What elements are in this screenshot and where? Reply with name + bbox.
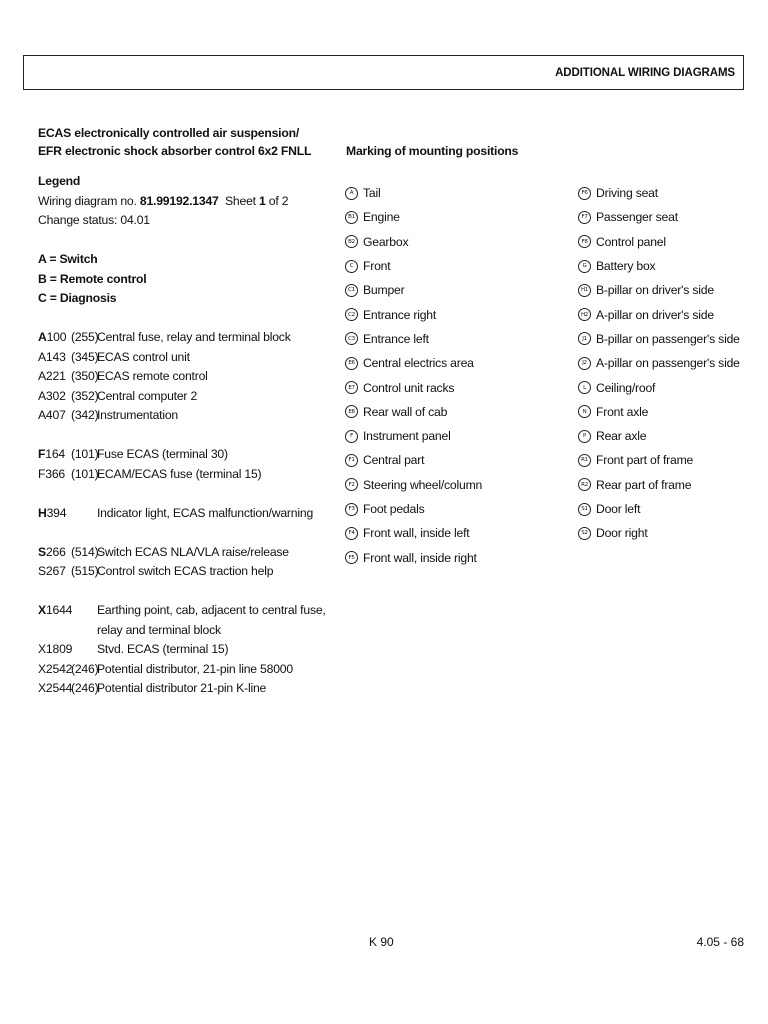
position-code-circle-icon: J2 <box>578 357 591 370</box>
component-letter: A <box>38 330 47 344</box>
position-item <box>578 448 740 472</box>
position-label: Rear wall of cab <box>363 404 448 419</box>
component-description: Instrumentation <box>97 408 179 422</box>
component-description: relay and terminal block <box>97 622 221 637</box>
component-number: 164 <box>45 447 65 461</box>
component-code <box>38 640 71 660</box>
position-code-circle-icon: F8 <box>578 235 591 248</box>
position-label: Front wall, inside left <box>363 526 470 541</box>
positions-column-2 <box>578 181 740 545</box>
position-code-circle-icon: F7 <box>578 211 591 224</box>
position-label: Battery box <box>596 259 656 274</box>
position-label: Instrument panel <box>363 429 451 444</box>
position-label: Rear axle <box>596 429 647 444</box>
component-row <box>38 367 328 387</box>
position-item <box>578 327 740 351</box>
component-code <box>38 621 71 641</box>
wiring-prefix: Wiring diagram no. <box>38 193 140 208</box>
component-letter: X <box>38 603 46 617</box>
positions-column-1 <box>345 181 482 570</box>
position-label: Steering wheel/column <box>363 477 483 492</box>
component-description: Potential distributor, 21-pin line 58000 <box>97 661 293 676</box>
component-ref: (342) <box>71 408 99 422</box>
component-group-a <box>38 328 328 426</box>
position-item <box>345 327 482 351</box>
component-description: Earthing point, cab, adjacent to central fuse, <box>97 603 326 617</box>
component-row <box>38 562 328 582</box>
component-description: ECAS control unit <box>97 349 190 364</box>
position-code-circle-icon: F4 <box>345 527 358 540</box>
component-description: Potential distributor 21-pin K-line <box>97 681 267 695</box>
component-ref: (246) <box>71 661 99 676</box>
component-row <box>38 445 328 465</box>
component-row <box>38 504 328 524</box>
position-label: Engine <box>363 210 400 225</box>
position-item <box>578 473 740 497</box>
component-ref <box>71 601 97 621</box>
position-item <box>345 545 482 569</box>
component-row <box>38 387 328 407</box>
position-item <box>345 521 482 545</box>
position-item <box>578 424 740 448</box>
component-ref <box>71 640 97 660</box>
component-row <box>38 660 328 680</box>
component-number: A143 <box>38 349 66 364</box>
position-code-circle-icon: C2 <box>345 308 358 321</box>
component-description: Indicator light, ECAS malfunction/warning <box>97 505 314 520</box>
component-ref: (515) <box>71 564 99 578</box>
position-label: Control panel <box>596 234 666 249</box>
position-label: B-pillar on passenger's side <box>596 331 740 346</box>
positions-heading: Marking of mounting positions <box>346 144 519 158</box>
position-item <box>578 400 740 424</box>
position-code-circle-icon: S2 <box>578 527 591 540</box>
position-code-circle-icon: P <box>578 430 591 443</box>
position-label: Front axle <box>596 404 649 419</box>
component-description: Central computer 2 <box>97 388 198 403</box>
component-code <box>38 601 71 621</box>
position-label: Entrance left <box>363 331 429 346</box>
component-ref <box>71 504 97 524</box>
component-row <box>38 640 328 660</box>
component-number: 100 <box>46 330 67 344</box>
component-description: Central fuse, relay and terminal block <box>97 330 291 344</box>
component-number: 266 <box>45 544 66 559</box>
position-item <box>345 400 482 424</box>
position-label: Gearbox <box>363 234 409 249</box>
document-title-line1: ECAS electronically controlled air suspension/ <box>38 126 300 140</box>
position-label: Foot pedals <box>363 502 425 516</box>
position-label: Driving seat <box>596 186 658 201</box>
component-group-h <box>38 504 328 524</box>
component-row <box>38 543 328 563</box>
position-label: Door right <box>596 526 648 541</box>
position-item <box>578 205 740 229</box>
position-code-circle-icon: R2 <box>578 478 591 491</box>
component-ref <box>71 621 97 641</box>
component-ref: (350) <box>71 369 99 383</box>
component-ref: (514) <box>71 544 99 559</box>
position-code-circle-icon: N <box>578 405 591 418</box>
component-ref: (352) <box>71 388 99 403</box>
position-item <box>345 375 482 399</box>
component-number: A407 <box>38 408 66 422</box>
component-code <box>38 328 71 348</box>
abc-diagnosis: C = Diagnosis <box>38 291 117 305</box>
component-code <box>38 387 71 407</box>
component-description: Switch ECAS NLA/VLA raise/release <box>97 544 289 559</box>
position-code-circle-icon: S1 <box>578 503 591 516</box>
position-label: Door left <box>596 502 641 516</box>
position-label: Central part <box>363 453 425 468</box>
component-number: 1644 <box>45 603 73 617</box>
position-item <box>578 278 740 302</box>
change-status: Change status: 04.01 <box>38 213 150 227</box>
position-item <box>345 302 482 326</box>
position-label: Passenger seat <box>596 210 678 225</box>
component-description: Fuse ECAS (terminal 30) <box>97 447 228 461</box>
position-code-circle-icon: F2 <box>345 478 358 491</box>
abc-switch: A = Switch <box>38 252 98 266</box>
component-group-f <box>38 445 328 484</box>
document-title-line2: EFR electronic shock absorber control 6x2 FNLL <box>38 144 312 158</box>
position-code-circle-icon: E7 <box>345 381 358 394</box>
position-code-circle-icon: J1 <box>578 332 591 345</box>
position-label: Control unit racks <box>363 380 455 395</box>
position-item <box>345 230 482 254</box>
document-title <box>38 124 328 160</box>
position-item <box>345 448 482 472</box>
component-ref: (101) <box>71 447 99 461</box>
component-ref: (101) <box>71 466 99 481</box>
component-row <box>38 348 328 368</box>
position-item <box>345 424 482 448</box>
component-number: A221 <box>38 369 66 383</box>
legend-heading: Legend <box>38 174 81 188</box>
position-item <box>578 521 740 545</box>
header-box <box>23 55 744 90</box>
header-title: ADDITIONAL WIRING DIAGRAMS <box>555 67 735 79</box>
position-label: Rear part of frame <box>596 477 692 492</box>
position-code-circle-icon: B1 <box>345 211 358 224</box>
component-number: A302 <box>38 388 66 403</box>
position-item <box>345 254 482 278</box>
component-code <box>38 543 71 563</box>
component-code <box>38 465 71 485</box>
component-code <box>38 406 71 426</box>
position-code-circle-icon: F <box>345 430 358 443</box>
position-item <box>345 473 482 497</box>
component-row <box>38 621 328 641</box>
component-code <box>38 504 71 524</box>
position-label: Front wall, inside right <box>363 550 477 565</box>
component-number: X2544 <box>38 681 73 695</box>
wiring-diagram-line <box>38 192 328 212</box>
position-code-circle-icon: F5 <box>345 551 358 564</box>
position-label: Entrance right <box>363 307 437 322</box>
position-item <box>578 375 740 399</box>
sheet-prefix: Sheet <box>218 193 260 208</box>
position-code-circle-icon: F1 <box>345 454 358 467</box>
position-code-circle-icon: C <box>345 260 358 273</box>
component-letter: S <box>38 544 46 559</box>
component-number: F366 <box>38 466 65 481</box>
component-row <box>38 465 328 485</box>
position-item <box>345 351 482 375</box>
component-group-x <box>38 601 328 699</box>
position-code-circle-icon: R1 <box>578 454 591 467</box>
component-ref: (345) <box>71 349 99 364</box>
component-description: ECAM/ECAS fuse (terminal 15) <box>97 466 262 481</box>
component-description: Stvd. ECAS (terminal 15) <box>97 642 229 656</box>
footer-page-code: K 90 <box>369 935 394 949</box>
position-label: A-pillar on driver's side <box>596 307 714 322</box>
position-code-circle-icon: G <box>578 260 591 273</box>
wiring-number: 81.99192.1347 <box>139 193 219 208</box>
component-row <box>38 406 328 426</box>
position-label: Ceiling/roof <box>596 380 656 395</box>
position-label: A-pillar on passenger's side <box>596 356 740 371</box>
position-item <box>345 181 482 205</box>
position-item <box>578 254 740 278</box>
sheet-number: 1 <box>259 193 266 208</box>
component-group-s <box>38 543 328 582</box>
position-item <box>345 497 482 521</box>
component-row <box>38 679 328 699</box>
component-letter: H <box>38 505 47 520</box>
position-label: Bumper <box>363 283 405 298</box>
component-description: Control switch ECAS traction help <box>97 564 274 578</box>
abc-remote-control: B = Remote control <box>38 271 147 286</box>
component-code <box>38 348 71 368</box>
position-code-circle-icon: B2 <box>345 235 358 248</box>
footer-page-number: 4.05 - 68 <box>696 935 744 949</box>
position-code-circle-icon: A <box>345 187 358 200</box>
position-code-circle-icon: F6 <box>578 187 591 200</box>
component-row <box>38 328 328 348</box>
position-code-circle-icon: C3 <box>345 332 358 345</box>
component-code <box>38 679 71 699</box>
component-code <box>38 660 71 680</box>
position-label: Front <box>363 259 391 274</box>
position-code-circle-icon: L <box>578 381 591 394</box>
position-code-circle-icon: H1 <box>578 284 591 297</box>
component-row <box>38 601 328 621</box>
position-item <box>345 278 482 302</box>
component-letter: F <box>38 447 46 461</box>
position-label: Central electrics area <box>363 356 474 371</box>
position-code-circle-icon: E8 <box>345 405 358 418</box>
component-code <box>38 367 71 387</box>
position-label: Tail <box>363 186 381 201</box>
component-number: 394 <box>46 505 67 520</box>
component-description: ECAS remote control <box>97 369 208 383</box>
legend-column <box>38 124 328 699</box>
sheet-suffix: of 2 <box>265 193 289 208</box>
component-ref: (246) <box>71 681 99 695</box>
position-item <box>345 205 482 229</box>
position-code-circle-icon: H2 <box>578 308 591 321</box>
position-code-circle-icon: F3 <box>345 503 358 516</box>
position-item <box>578 497 740 521</box>
position-item <box>578 181 740 205</box>
position-code-circle-icon: E6 <box>345 357 358 370</box>
position-code-circle-icon: C1 <box>345 284 358 297</box>
position-label: Front part of frame <box>596 453 694 468</box>
component-code <box>38 562 71 582</box>
position-label: B-pillar on driver's side <box>596 283 714 298</box>
position-item <box>578 351 740 375</box>
component-code <box>38 445 71 465</box>
component-number: X2542 <box>38 661 73 676</box>
component-number: S267 <box>38 564 66 578</box>
component-ref: (255) <box>71 330 99 344</box>
position-item <box>578 230 740 254</box>
position-item <box>578 302 740 326</box>
component-number: X1809 <box>38 642 73 656</box>
